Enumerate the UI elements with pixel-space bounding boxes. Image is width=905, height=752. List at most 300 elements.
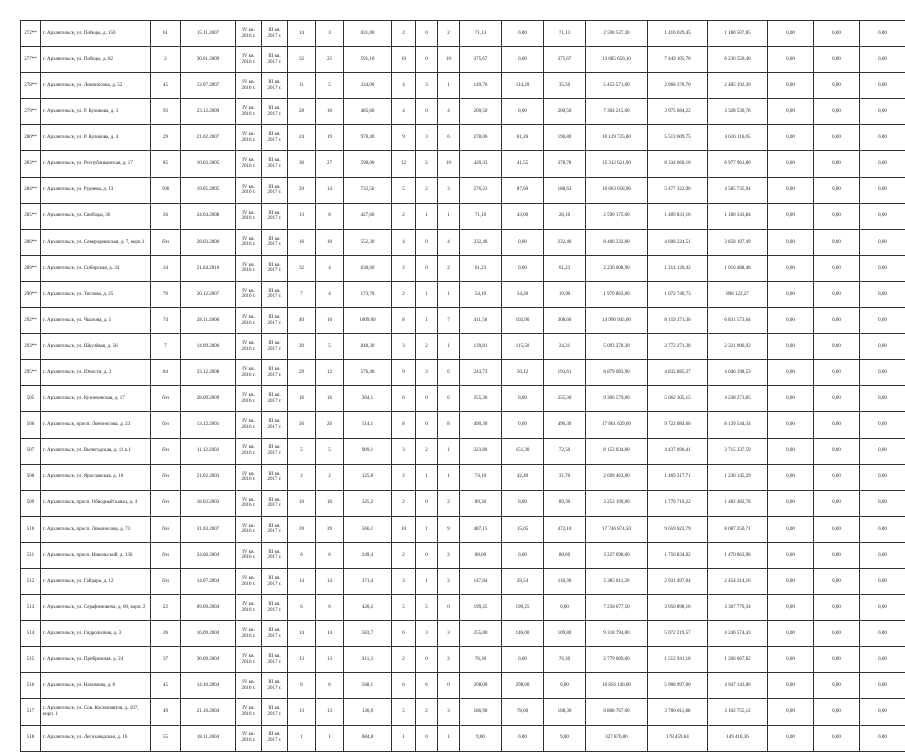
plan-start: IV кв. 2016 г. <box>236 255 262 281</box>
row-number: 507 <box>21 438 41 464</box>
row-number: 511 <box>21 542 41 568</box>
plan-start: IV кв. 2016 г. <box>236 203 262 229</box>
rooms-total: 2 <box>392 647 416 673</box>
doc-number: 55 <box>151 725 181 751</box>
rooms-private: 0 <box>416 47 438 73</box>
doc-number: 84 <box>151 360 181 386</box>
row-number: 505 <box>21 386 41 412</box>
residents-relocated: 12 <box>316 360 344 386</box>
extra-2: 0,00 <box>814 255 860 281</box>
doc-number: 2 <box>151 47 181 73</box>
area-private: 15,05 <box>502 516 544 542</box>
cost-fund: 2 968 378,70 <box>648 73 708 99</box>
doc-number: б/н <box>151 438 181 464</box>
address-cell: г. Архангельск, ул. Шкулёвая, д. 56 <box>41 334 151 360</box>
rooms-municipal: 6 <box>438 360 460 386</box>
residents-relocated: 5 <box>316 334 344 360</box>
plan-start: IV кв. 2016 г. <box>236 595 262 621</box>
extra-2: 0,00 <box>814 464 860 490</box>
cost-budget: 4 046 198,53 <box>708 360 768 386</box>
cost-total: 5 453 571,00 <box>586 73 648 99</box>
doc-date: 18.11.2004 <box>181 725 236 751</box>
cost-fund: 1 770 716,22 <box>648 490 708 516</box>
cost-total: 9 300 579,00 <box>586 386 648 412</box>
cost-budget: 4 238 273,85 <box>708 386 768 412</box>
area-private: 298,00 <box>502 673 544 699</box>
cost-budget: 1 016 488,48 <box>708 255 768 281</box>
plan-end: III кв. 2017 г. <box>262 151 288 177</box>
extra-3: 0,00 <box>860 464 905 490</box>
extra-1: 0,00 <box>768 334 814 360</box>
table-row <box>21 177 905 203</box>
extra-3: 0,00 <box>860 647 905 673</box>
cost-fund: 5 477 322,96 <box>648 177 708 203</box>
rooms-private: 1 <box>416 203 438 229</box>
doc-number: б/н <box>151 542 181 568</box>
rooms-municipal: 1 <box>438 281 460 307</box>
plan-start: IV кв. 2016 г. <box>236 151 262 177</box>
area-total: 74,10 <box>460 464 502 490</box>
doc-date: 24.06.2004 <box>181 542 236 568</box>
rooms-total: 2 <box>392 255 416 281</box>
doc-number: 93 <box>151 99 181 125</box>
row-number: 278** <box>21 73 41 99</box>
residents-relocated: 8 <box>316 673 344 699</box>
doc-number: б/н <box>151 516 181 542</box>
rooms-municipal: 1 <box>438 438 460 464</box>
residents-count: 7 <box>288 281 316 307</box>
house-area: 970,40 <box>344 125 392 151</box>
doc-date: 20.12.2007 <box>181 281 236 307</box>
row-number: 512 <box>21 568 41 594</box>
table-row <box>21 725 905 751</box>
house-area: 136,9 <box>344 699 392 725</box>
doc-date: 23.12.2009 <box>181 99 236 125</box>
extra-3: 0,00 <box>860 360 905 386</box>
extra-2: 0,00 <box>814 386 860 412</box>
table-row <box>21 125 905 151</box>
plan-start: IV кв. 2016 г. <box>236 412 262 438</box>
residents-count: 2 <box>288 464 316 490</box>
cost-total: 7 258 677,50 <box>586 595 648 621</box>
extra-1: 0,00 <box>768 621 814 647</box>
area-municipal: 24,31 <box>544 334 586 360</box>
extra-2: 0,00 <box>814 673 860 699</box>
rooms-total: 2 <box>392 490 416 516</box>
cost-budget: 898 122,27 <box>708 281 768 307</box>
doc-date: 28.09.2009 <box>181 386 236 412</box>
row-number: 277** <box>21 47 41 73</box>
area-private: 34,20 <box>502 281 544 307</box>
row-number: 516 <box>21 673 41 699</box>
extra-2: 0,00 <box>814 542 860 568</box>
residents-count: 32 <box>288 255 316 281</box>
area-private: 87,60 <box>502 177 544 203</box>
plan-end: III кв. 2017 г. <box>262 281 288 307</box>
doc-number: 26 <box>151 621 181 647</box>
address-cell: г. Архангельск, ул. Победы, д. 150 <box>41 21 151 47</box>
residents-count: 29 <box>288 360 316 386</box>
extra-3: 0,00 <box>860 568 905 594</box>
extra-1: 0,00 <box>768 21 814 47</box>
residents-relocated: 16 <box>316 308 344 334</box>
plan-end: III кв. 2017 г. <box>262 621 288 647</box>
rooms-total: 6 <box>392 673 416 699</box>
residents-count: 14 <box>288 621 316 647</box>
area-municipal: 378,78 <box>544 151 586 177</box>
rooms-municipal: 4 <box>438 99 460 125</box>
extra-2: 0,00 <box>814 99 860 125</box>
extra-1: 0,00 <box>768 177 814 203</box>
area-municipal: 118,30 <box>544 568 586 594</box>
extra-1: 0,00 <box>768 568 814 594</box>
doc-date: 11.12.2002 <box>181 438 236 464</box>
extra-3: 0,00 <box>860 255 905 281</box>
extra-2: 0,00 <box>814 490 860 516</box>
extra-1: 0,00 <box>768 255 814 281</box>
residents-count: 13 <box>288 699 316 725</box>
plan-end: III кв. 2017 г. <box>262 595 288 621</box>
residents-count: 24 <box>288 125 316 151</box>
area-private: 0,00 <box>502 255 544 281</box>
cost-fund: 1 512 941,18 <box>648 647 708 673</box>
cost-budget: 4 585 735,94 <box>708 177 768 203</box>
cost-budget: 3 102 755,12 <box>708 699 768 725</box>
plan-start: IV кв. 2016 г. <box>236 725 262 751</box>
extra-1: 0,00 <box>768 281 814 307</box>
residents-relocated: 4 <box>316 255 344 281</box>
doc-number: 49 <box>151 699 181 725</box>
cost-budget: 6 831 573,64 <box>708 308 768 334</box>
plan-end: III кв. 2017 г. <box>262 177 288 203</box>
cost-fund: 1 469 317,71 <box>648 464 708 490</box>
cost-total: 8 466 332,00 <box>586 229 648 255</box>
rooms-private: 0 <box>416 725 438 751</box>
extra-2: 0,00 <box>814 73 860 99</box>
extra-1: 0,00 <box>768 203 814 229</box>
residents-count: 6 <box>288 595 316 621</box>
plan-start: IV кв. 2016 г. <box>236 281 262 307</box>
residents-count: 14 <box>288 568 316 594</box>
rooms-private: 1 <box>416 308 438 334</box>
plan-end: III кв. 2017 г. <box>262 255 288 281</box>
house-area: 568,1 <box>344 673 392 699</box>
table-row <box>21 203 905 229</box>
area-private: 78,60 <box>502 699 544 725</box>
residents-count: 28 <box>288 99 316 125</box>
area-municipal: 76,30 <box>544 647 586 673</box>
table-row <box>21 360 905 386</box>
address-cell: г. Архангельск, просп. Ломоносова, д. 23 <box>41 412 151 438</box>
doc-date: 30.01.2009 <box>181 47 236 73</box>
residents-count: 13 <box>288 203 316 229</box>
extra-1: 0,00 <box>768 673 814 699</box>
plan-start: IV кв. 2016 г. <box>236 699 262 725</box>
area-total: 411,50 <box>460 308 502 334</box>
address-cell: г. Архангельск, ул. Р. Куликова, д. 4 <box>41 125 151 151</box>
extra-2: 0,00 <box>814 125 860 151</box>
residents-relocated: 10 <box>316 490 344 516</box>
rooms-municipal: 0 <box>438 673 460 699</box>
rooms-total: 10 <box>392 47 416 73</box>
plan-start: IV кв. 2016 г. <box>236 360 262 386</box>
cost-total: 2 779 609,00 <box>586 647 648 673</box>
plan-end: III кв. 2017 г. <box>262 725 288 751</box>
plan-end: III кв. 2017 г. <box>262 360 288 386</box>
table-row <box>21 99 905 125</box>
row-number: 508 <box>21 464 41 490</box>
table-row <box>21 21 905 47</box>
area-total: 255,30 <box>460 386 502 412</box>
cost-fund: 1 214 120,42 <box>648 255 708 281</box>
area-municipal: 188,63 <box>544 177 586 203</box>
area-total: 147,84 <box>460 568 502 594</box>
extra-1: 0,00 <box>768 360 814 386</box>
rooms-private: 1 <box>416 464 438 490</box>
address-cell: г. Архангельск, ул. Лесозаводская, д. 16 <box>41 725 151 751</box>
rooms-private: 2 <box>416 334 438 360</box>
extra-2: 0,00 <box>814 47 860 73</box>
rooms-private: 3 <box>416 360 438 386</box>
address-cell: г. Архангельск, ул. Гидролизная, д. 3 <box>41 621 151 647</box>
residents-count: 13 <box>288 647 316 673</box>
doc-date: 14.10.2004 <box>181 673 236 699</box>
rooms-total: 10 <box>392 516 416 542</box>
extra-3: 0,00 <box>860 125 905 151</box>
rooms-total: 1 <box>392 725 416 751</box>
rooms-municipal: 9 <box>438 516 460 542</box>
house-area: 485,60 <box>344 99 392 125</box>
cost-fund: 5 908 997,00 <box>648 673 708 699</box>
plan-start: IV кв. 2016 г. <box>236 386 262 412</box>
area-private: 0,00 <box>502 412 544 438</box>
doc-date: 10.03.2005 <box>181 151 236 177</box>
plan-start: IV кв. 2016 г. <box>236 438 262 464</box>
area-municipal: 0,00 <box>544 673 586 699</box>
cost-fund: 4 608 224,51 <box>648 229 708 255</box>
plan-end: III кв. 2017 г. <box>262 203 288 229</box>
address-cell: г. Архангельск, ул. Ломоносова, д. 52 <box>41 73 151 99</box>
rooms-municipal: 4 <box>438 229 460 255</box>
house-area: 173,70 <box>344 281 392 307</box>
residents-count: 10 <box>288 490 316 516</box>
table-body <box>21 21 905 752</box>
table-row <box>21 386 905 412</box>
cost-total: 2 230 608,90 <box>586 255 648 281</box>
plan-end: III кв. 2017 г. <box>262 647 288 673</box>
residents-relocated: 8 <box>316 203 344 229</box>
residents-relocated: 27 <box>316 151 344 177</box>
table-row <box>21 151 905 177</box>
doc-date: 13.12.2001 <box>181 412 236 438</box>
area-municipal: 308,60 <box>544 308 586 334</box>
house-area: 909,1 <box>344 438 392 464</box>
plan-start: IV кв. 2016 г. <box>236 99 262 125</box>
row-number: 289** <box>21 255 41 281</box>
cost-fund: 3 706 011,88 <box>648 699 708 725</box>
extra-1: 0,00 <box>768 151 814 177</box>
house-area: 566,1 <box>344 516 392 542</box>
area-private: 102,90 <box>502 308 544 334</box>
area-municipal: 200,50 <box>544 99 586 125</box>
extra-3: 0,00 <box>860 595 905 621</box>
residents-count: 20 <box>288 334 316 360</box>
residents-relocated: 2 <box>316 464 344 490</box>
table-row <box>21 595 905 621</box>
area-total: 71,13 <box>460 21 502 47</box>
cost-fund: 4 437 696,41 <box>648 438 708 464</box>
rooms-private: 6 <box>416 673 438 699</box>
rooms-private: 0 <box>416 255 438 281</box>
house-area: 514,1 <box>344 412 392 438</box>
area-municipal: 61,23 <box>544 255 586 281</box>
rooms-private: 2 <box>416 151 438 177</box>
plan-start: IV кв. 2016 г. <box>236 464 262 490</box>
area-total: 71,10 <box>460 203 502 229</box>
doc-number: 74 <box>151 308 181 334</box>
plan-end: III кв. 2017 г. <box>262 412 288 438</box>
extra-2: 0,00 <box>814 568 860 594</box>
extra-3: 0,00 <box>860 47 905 73</box>
residents-relocated: 13 <box>316 699 344 725</box>
doc-number: б/н <box>151 464 181 490</box>
house-area: 420,2 <box>344 595 392 621</box>
table-row <box>21 438 905 464</box>
residents-relocated: 13 <box>316 647 344 673</box>
doc-date: 09.09.2004 <box>181 595 236 621</box>
table-row <box>21 647 905 673</box>
extra-3: 0,00 <box>860 490 905 516</box>
address-cell: г. Архангельск, ул. Руднева, д. 13 <box>41 177 151 203</box>
doc-number: 22 <box>151 595 181 621</box>
plan-start: IV кв. 2016 г. <box>236 308 262 334</box>
doc-number: б/н <box>151 568 181 594</box>
cost-total: 2 590 175,00 <box>586 203 648 229</box>
residents-relocated: 1 <box>316 725 344 751</box>
residents-count: 20 <box>288 177 316 203</box>
rooms-total: 8 <box>392 308 416 334</box>
plan-start: IV кв. 2016 г. <box>236 21 262 47</box>
extra-2: 0,00 <box>814 699 860 725</box>
extra-3: 0,00 <box>860 699 905 725</box>
address-cell: г. Архангельск, ул. Ярославская, д. 10 <box>41 464 151 490</box>
area-municipal: 35,50 <box>544 73 586 99</box>
rooms-total: 4 <box>392 229 416 255</box>
plan-end: III кв. 2017 г. <box>262 490 288 516</box>
rooms-total: 5 <box>392 595 416 621</box>
plan-start: IV кв. 2016 г. <box>236 73 262 99</box>
extra-2: 0,00 <box>814 725 860 751</box>
plan-end: III кв. 2017 г. <box>262 73 288 99</box>
residents-relocated: 5 <box>316 73 344 99</box>
rooms-private: 0 <box>416 542 438 568</box>
rooms-municipal: 2 <box>438 542 460 568</box>
cost-budget: 2 321 006,92 <box>708 334 768 360</box>
address-cell: г. Архангельск, ул. Кузнечевская, д. 17 <box>41 386 151 412</box>
extra-2: 0,00 <box>814 360 860 386</box>
area-private: 115,50 <box>502 334 544 360</box>
plan-end: III кв. 2017 г. <box>262 99 288 125</box>
rooms-total: 5 <box>392 699 416 725</box>
area-private: 29,54 <box>502 568 544 594</box>
cost-total: 15 312 621,90 <box>586 151 648 177</box>
residents-relocated: 6 <box>316 542 344 568</box>
cost-budget: 149 410,36 <box>708 725 768 751</box>
cost-total: 13 685 656,10 <box>586 47 648 73</box>
plan-start: IV кв. 2016 г. <box>236 177 262 203</box>
cost-fund: 178 459,64 <box>648 725 708 751</box>
table-row <box>21 673 905 699</box>
area-total: 278,06 <box>460 125 502 151</box>
doc-number: 29 <box>151 125 181 151</box>
doc-number: 85 <box>151 151 181 177</box>
doc-date: 15.11.2007 <box>181 21 236 47</box>
doc-date: 14.09.2006 <box>181 334 236 360</box>
residents-count: 6 <box>288 542 316 568</box>
rooms-total: 3 <box>392 334 416 360</box>
area-private: 0,00 <box>502 47 544 73</box>
extra-3: 0,00 <box>860 412 905 438</box>
extra-2: 0,00 <box>814 203 860 229</box>
rooms-municipal: 8 <box>438 412 460 438</box>
residents-count: 11 <box>288 73 316 99</box>
extra-1: 0,00 <box>768 725 814 751</box>
extra-2: 0,00 <box>814 412 860 438</box>
doc-number: б/н <box>151 412 181 438</box>
plan-end: III кв. 2017 г. <box>262 21 288 47</box>
rooms-private: 0 <box>416 21 438 47</box>
area-municipal: 31,70 <box>544 464 586 490</box>
address-cell: г. Архангельск, ул. Серафимовича, д. 60, корп. 2 <box>41 595 151 621</box>
area-private: 41,55 <box>502 151 544 177</box>
extra-2: 0,00 <box>814 229 860 255</box>
address-cell: г. Архангельск, ул. Северодвинская, д. 7, корп.1 <box>41 229 151 255</box>
area-private: 114,20 <box>502 73 544 99</box>
rooms-private: 3 <box>416 621 438 647</box>
residents-relocated: 6 <box>316 595 344 621</box>
row-number: 295** <box>21 360 41 386</box>
rooms-municipal: 6 <box>438 386 460 412</box>
address-cell: г. Архангельск, ул. Вычегодская, д. 11 к.1 <box>41 438 151 464</box>
address-cell: г. Архангельск, ул. Р. Куликова, д. 3 <box>41 99 151 125</box>
extra-3: 0,00 <box>860 99 905 125</box>
rooms-municipal: 7 <box>438 308 460 334</box>
area-municipal: 472,10 <box>544 516 586 542</box>
area-private: 43,00 <box>502 203 544 229</box>
row-number: 272** <box>21 21 41 47</box>
house-area: 583,7 <box>344 621 392 647</box>
residents-relocated: 4 <box>316 281 344 307</box>
extra-3: 0,00 <box>860 386 905 412</box>
cost-fund: 3 975 684,22 <box>648 99 708 125</box>
plan-start: IV кв. 2016 г. <box>236 334 262 360</box>
plan-start: IV кв. 2016 г. <box>236 673 262 699</box>
row-number: 279** <box>21 99 41 125</box>
extra-1: 0,00 <box>768 438 814 464</box>
area-private: 199,25 <box>502 595 544 621</box>
extra-2: 0,00 <box>814 438 860 464</box>
plan-start: IV кв. 2016 г. <box>236 516 262 542</box>
rooms-total: 8 <box>392 412 416 438</box>
doc-date: 23.12.2008 <box>181 360 236 386</box>
doc-date: 21.04.2010 <box>181 255 236 281</box>
cost-total: 3 253 199,00 <box>586 490 648 516</box>
area-total: 199,25 <box>460 595 502 621</box>
address-cell: г. Архангельск, ул. Прибрежная, д. 24 <box>41 647 151 673</box>
cost-total: 2 699 463,00 <box>586 464 648 490</box>
extra-1: 0,00 <box>768 412 814 438</box>
extra-1: 0,00 <box>768 386 814 412</box>
